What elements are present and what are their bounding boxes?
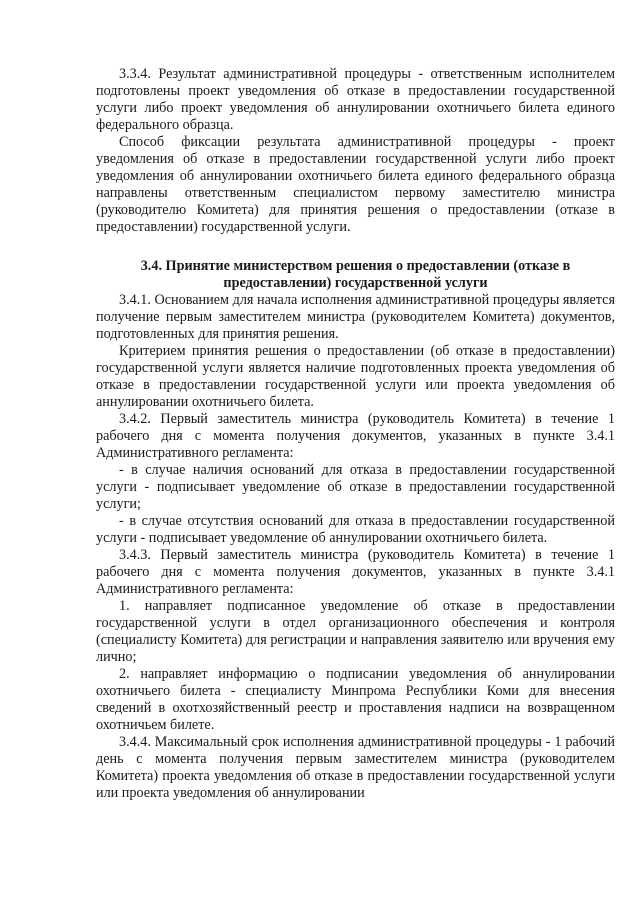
section-heading-3-4: 3.4. Принятие министерством решения о предоставлении (отказе в предоставлении) государственной услуги [140, 258, 571, 291]
paragraph-3-4-1: 3.4.1. Основанием для начала исполнения административной процедуры является получение первым заместителем министра (руководителем Комитета) документов, подготовленных для принятия решения. [96, 292, 615, 342]
paragraph-fixation-method: Способ фиксации результата административной процедуры - проект уведомления об отказе в предоставлении государственной услуги либо проект уведомления об аннулировании охотничьего билета единого федерального образца направлены ответственным специалистом первому заместителю министра (руководителю Комитета) для принятия решения о предоставлении (отказе в предоставлении) государственной услуги. [96, 134, 615, 235]
document-page [96, 66, 615, 802]
paragraph-criterion: Критерием принятия решения о предоставлении (об отказе в предоставлении) государственной услуги является наличие подготовленных проекта уведомления об отказе в предоставлении государственной услуги или проекта уведомления об аннулировании охотничьего билета. [96, 343, 615, 410]
section-spacer [96, 236, 615, 258]
list-item-refusal: - в случае наличия оснований для отказа в предоставлении государственной услуги - подписывает уведомление об отказе в предоставлении государственной услуги; [96, 462, 615, 512]
paragraph-3-4-4: 3.4.4. Максимальный срок исполнения административной процедуры - 1 рабочий день с момента получения первым заместителем министра (руководителем Комитета) проекта уведомления об отказе в предоставлении государственной услуги или проекта уведомления об аннулировании [96, 734, 615, 801]
paragraph-3-3-4: 3.3.4. Результат административной процедуры - ответственным исполнителем подготовлены проект уведомления об отказе в предоставлении государственной услуги либо проект уведомления об аннулировании охотничьего билета единого федерального образца. [96, 66, 615, 133]
paragraph-3-4-2: 3.4.2. Первый заместитель министра (руководитель Комитета) в течение 1 рабочего дня с момента получения документов, указанных в пункте 3.4.1 Административного регламента: [96, 411, 615, 461]
list-item-annulment: - в случае отсутствия оснований для отказа в предоставлении государственной услуги - подписывает уведомление об аннулировании охотничьего билета. [96, 513, 615, 546]
paragraph-3-4-3: 3.4.3. Первый заместитель министра (руководитель Комитета) в течение 1 рабочего дня с момента получения документов, указанных в пункте 3.4.1 Административного регламента: [96, 547, 615, 597]
list-item-2-send-info: 2. направляет информацию о подписании уведомления об аннулировании охотничьего билета - специалисту Минпрома Республики Коми для внесения сведений в охотхозяйственный реестр и проставления надписи на возвращенном охотничьем билете. [96, 666, 615, 733]
list-item-1-send-notice: 1. направляет подписанное уведомление об отказе в предоставлении государственной услуги в отдел организационного обеспечения и контроля (специалисту Комитета) для регистрации и направления заявителю или вручения ему лично; [96, 598, 615, 665]
